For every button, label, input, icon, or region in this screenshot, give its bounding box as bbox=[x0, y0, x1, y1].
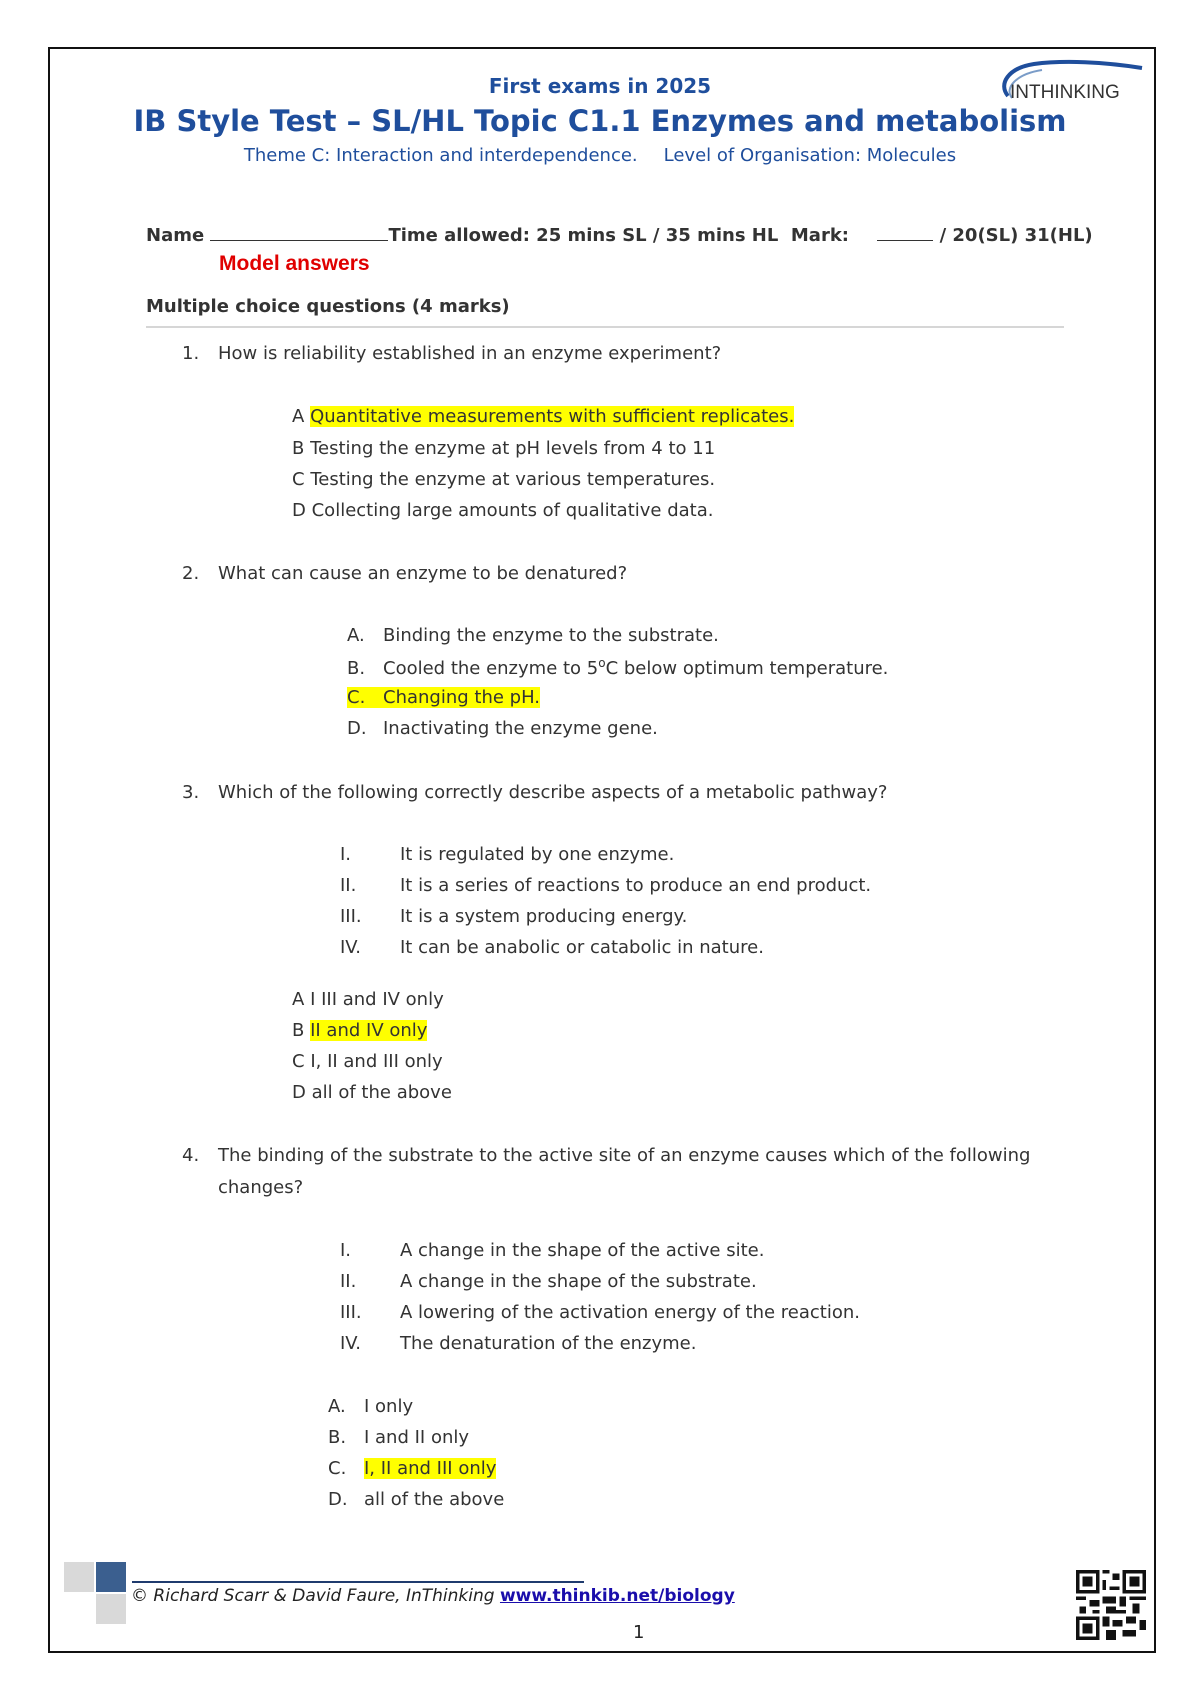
footer-square-light bbox=[64, 1562, 94, 1592]
model-answers-label: Model answers bbox=[219, 252, 370, 275]
name-field[interactable] bbox=[210, 222, 388, 241]
question-4 bbox=[182, 1145, 1030, 1166]
q3-statement-1: I. It is regulated by one enzyme. bbox=[340, 844, 675, 865]
q4-statement-3: III. A lowering of the activation energy of the reaction. bbox=[340, 1302, 860, 1323]
question-4-line-2: changes? bbox=[218, 1177, 304, 1198]
thinkib-link[interactable]: www.thinkib.net/biology bbox=[499, 1586, 735, 1606]
q4-option-c: C. I, II and III only bbox=[328, 1458, 497, 1479]
q3-statement-4: IV. It can be anabolic or catabolic in nature. bbox=[340, 937, 764, 958]
mark-label: Mark: bbox=[790, 225, 849, 246]
question-3 bbox=[182, 782, 887, 803]
meta-line bbox=[146, 222, 1093, 246]
q4-option-a: A. I only bbox=[328, 1396, 414, 1417]
q2-option-b: B. Cooled the enzyme to 5$^o$C below optimum temperature. bbox=[347, 656, 889, 679]
question-text: Which of the following correctly describe aspects of a metabolic pathway? bbox=[218, 782, 888, 803]
q4-statement-1: I. A change in the shape of the active site. bbox=[340, 1240, 765, 1261]
question-2 bbox=[182, 563, 627, 584]
question-1 bbox=[182, 343, 721, 364]
qr-code bbox=[1076, 1570, 1146, 1640]
page-title: IB Style Test – SL/HL Topic C1.1 Enzymes and metabolism bbox=[133, 104, 1067, 138]
highlighted-answer: C. Changing the pH. bbox=[347, 687, 541, 708]
question-text: What can cause an enzyme to be denatured? bbox=[218, 563, 628, 584]
copyright-text: © Richard Scarr & David Faure, InThinking bbox=[131, 1586, 495, 1606]
mark-field[interactable] bbox=[877, 222, 933, 241]
section-title: Multiple choice questions (4 marks) bbox=[146, 296, 510, 317]
q4-option-b: B. I and II only bbox=[328, 1427, 470, 1448]
level-text: Level of Organisation: Molecules bbox=[663, 145, 957, 166]
highlighted-answer: Quantitative measurements with sufficient replicates. bbox=[310, 406, 795, 427]
question-text: The binding of the substrate to the active site of an enzyme causes which of the following bbox=[218, 1145, 1031, 1166]
q2-option-d: D. Inactivating the enzyme gene. bbox=[347, 718, 658, 739]
q1-option-c: C Testing the enzyme at various temperatures. bbox=[292, 469, 716, 490]
highlighted-answer: II and IV only bbox=[310, 1020, 428, 1041]
q4-statement-4: IV. The denaturation of the enzyme. bbox=[340, 1333, 697, 1354]
footer-square-light bbox=[96, 1594, 126, 1624]
q1-option-a: A Quantitative measurements with sufficient replicates. bbox=[292, 406, 795, 427]
question-number: 4. bbox=[182, 1145, 200, 1166]
q3-option-b: B II and IV only bbox=[292, 1020, 428, 1041]
q2-option-a: A. Binding the enzyme to the substrate. bbox=[347, 625, 719, 646]
q2-option-c bbox=[347, 687, 540, 708]
logo-text: INTHINKING bbox=[1010, 82, 1120, 103]
question-text: How is reliability established in an enzyme experiment? bbox=[218, 343, 722, 364]
q3-option-d: D all of the above bbox=[292, 1082, 452, 1103]
first-exams-label: First exams in 2025 bbox=[488, 74, 712, 98]
q4-statement-2: II. A change in the shape of the substrate. bbox=[340, 1271, 757, 1292]
question-number: 1. bbox=[182, 343, 200, 364]
q3-option-c: C I, II and III only bbox=[292, 1051, 443, 1072]
q3-statement-2: II. It is a series of reactions to produce an end product. bbox=[340, 875, 872, 896]
footer-square-dark bbox=[96, 1562, 126, 1592]
q1-option-d: D Collecting large amounts of qualitative data. bbox=[292, 500, 714, 521]
mark-total: / 20(SL) 31(HL) bbox=[939, 225, 1093, 246]
footer-copyright bbox=[131, 1586, 735, 1606]
section-divider bbox=[146, 326, 1064, 328]
inthinking-logo bbox=[994, 58, 1144, 108]
q1-option-b: B Testing the enzyme at pH levels from 4 to 11 bbox=[292, 438, 716, 459]
theme-line bbox=[0, 145, 1200, 166]
name-label: Name bbox=[146, 225, 205, 246]
footer-divider bbox=[132, 1581, 584, 1583]
q3-statement-3: III. It is a system producing energy. bbox=[340, 906, 688, 927]
q4-option-d: D. all of the above bbox=[328, 1489, 505, 1510]
q3-option-a: A I III and IV only bbox=[292, 989, 444, 1010]
highlighted-answer: I, II and III only bbox=[364, 1458, 497, 1479]
question-number: 3. bbox=[182, 782, 200, 803]
page-number: 1 bbox=[633, 1622, 645, 1643]
time-allowed: Time allowed: 25 mins SL / 35 mins HL bbox=[388, 225, 779, 246]
theme-text: Theme C: Interaction and interdependence. bbox=[243, 145, 638, 166]
question-number: 2. bbox=[182, 563, 200, 584]
